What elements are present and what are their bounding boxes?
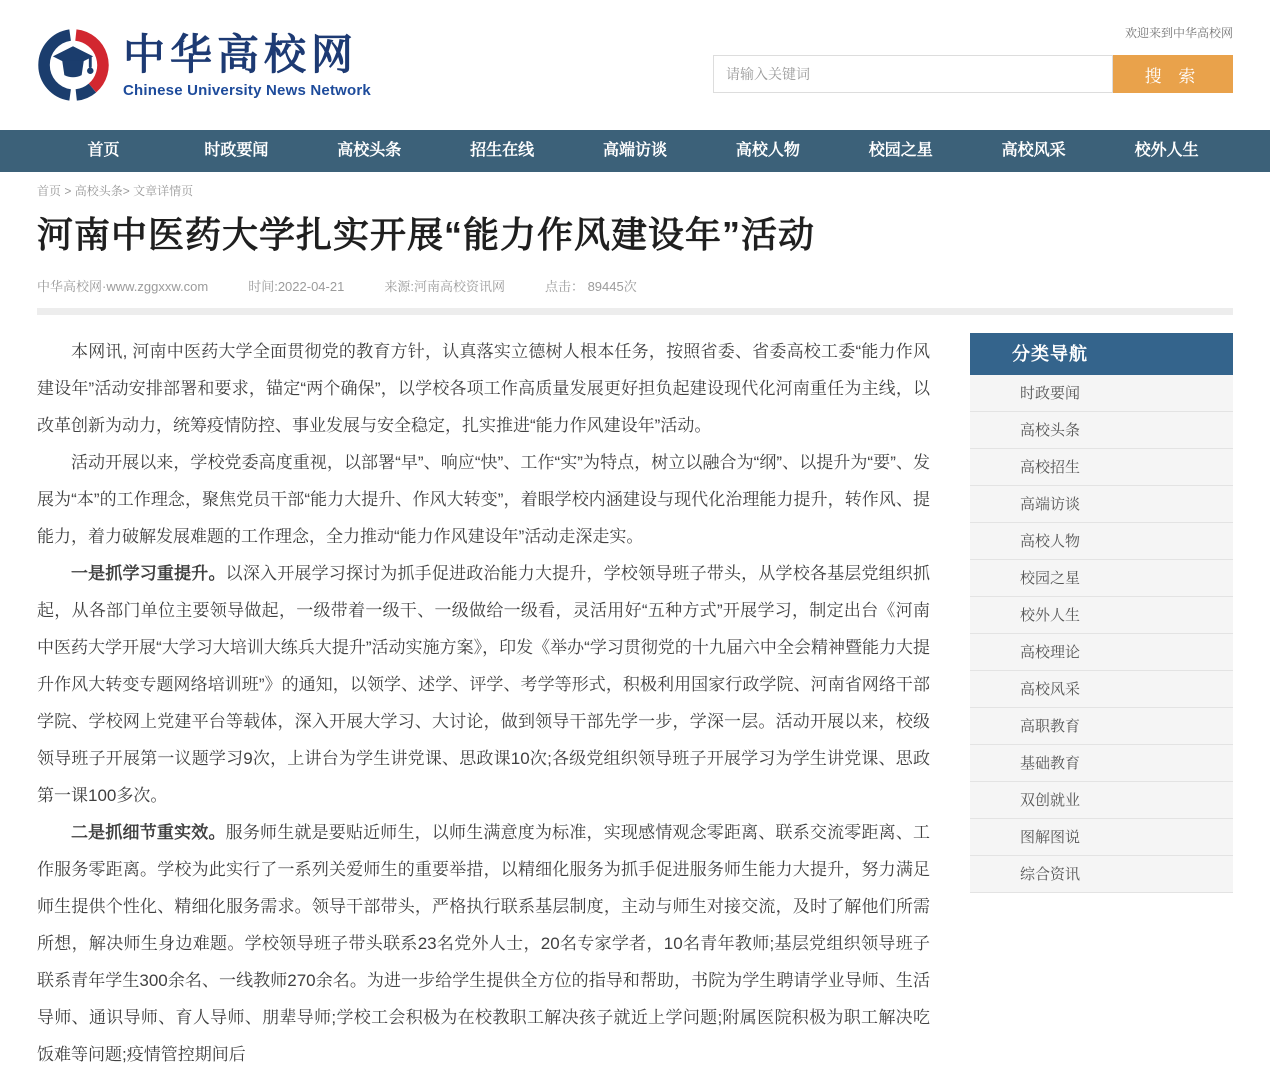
paragraph-text: 活动开展以来，学校党委高度重视，以部署“早”、响应“快”、工作“实”为特点，树立以融合为“纲”、以提升为“要”、发展为“本”的工作理念，聚焦党员干部“能力大提升、作风大转变”，着眼学校内涵建设与现代化治理能力提升，转作风、提能力，着力破解发展难题的工作理念，全力推动“能力作风建设年”活动走深走实。 <box>37 453 930 546</box>
nav-item-4[interactable]: 招生在线 <box>470 142 535 159</box>
sidebar-item-4[interactable]: 高端访谈 <box>970 486 1233 523</box>
meta-divider <box>37 308 1233 315</box>
breadcrumb <box>37 182 1233 198</box>
article-meta-item-2: 时间:2022-04-21 <box>248 279 345 294</box>
article-paragraph-3 <box>37 555 930 814</box>
paragraph-text: 本网讯, 河南中医药大学全面贯彻党的教育方针，认真落实立德树人根本任务，按照省委、省委高校工委“能力作风建设年”活动安排部署和要求，锚定“两个确保”，以学校各项工作高质量发展更好担负起建设现代化河南重任为主线，以改革创新为动力，统筹疫情防控、事业发展与安全稳定，扎实推进“能力作风建设年”活动。 <box>37 342 930 435</box>
sidebar-item-5[interactable]: 高校人物 <box>970 523 1233 560</box>
sidebar-item-6[interactable]: 校园之星 <box>970 560 1233 597</box>
sidebar-item-13[interactable]: 图解图说 <box>970 819 1233 856</box>
breadcrumb-separator: > <box>122 184 134 198</box>
search-input[interactable] <box>713 55 1113 93</box>
nav-item-5[interactable]: 高端访谈 <box>603 142 668 159</box>
nav-item-1[interactable]: 首页 <box>87 142 120 159</box>
graduation-cap-logo-icon <box>37 22 109 108</box>
nav-item-6[interactable]: 高校人物 <box>735 142 800 159</box>
article-paragraph-2 <box>37 444 930 555</box>
sidebar-title: 分类导航 <box>970 333 1233 375</box>
sidebar-item-9[interactable]: 高校风采 <box>970 671 1233 708</box>
nav-item-3[interactable]: 高校头条 <box>337 142 402 159</box>
article-title: 河南中医药大学扎实开展“能力作风建设年”活动 <box>37 214 816 255</box>
main-nav <box>0 130 1270 172</box>
paragraph-text: 以深入开展学习探讨为抓手促进政治能力大提升，学校领导班子带头，从学校各基层党组织抓起，从各部门单位主要领导做起，一级带着一级干、一级做给一级看，灵活用好“五种方式”开展学习，制定出台《河南中医药大学开展“大学习大培训大练兵大提升”活动实施方案》，印发《举办“学习贯彻党的十九届六中全会精神暨能力大提升作风大转变专题网络培训班”》的通知，以领学、述学、评学、考学等形式，积极利用国家行政学院、河南省网络干部学院、学校网上党建平台等载体，深入开展大学习、大讨论，做到领导干部先学一步，学深一层。活动开展以来，校级领导班子开展第一议题学习9次，上讲台为学生讲党课、思政课10次;各级党组织领导班子开展学习为学生讲党课、思政第一课100多次。 <box>37 564 931 805</box>
nav-item-7[interactable]: 校园之星 <box>868 142 933 159</box>
breadcrumb-item-1[interactable]: 首页 <box>37 184 62 198</box>
breadcrumb-item-2[interactable]: 高校头条 <box>74 184 123 198</box>
article-body <box>37 333 930 1073</box>
nav-item-2[interactable]: 时政要闻 <box>204 142 269 159</box>
sidebar-item-11[interactable]: 基础教育 <box>970 745 1233 782</box>
article-meta-item-4: 点击： 89445次 <box>544 279 637 294</box>
sidebar-item-14[interactable]: 综合资讯 <box>970 856 1233 893</box>
article-meta <box>37 276 1233 295</box>
category-sidebar <box>970 333 1233 893</box>
search-bar <box>713 55 1233 93</box>
paragraph-lead-bold: 二是抓细节重实效。 <box>71 823 226 842</box>
site-header <box>0 0 1270 130</box>
nav-item-9[interactable]: 校外人生 <box>1134 142 1199 159</box>
site-subtitle: Chinese University News Network <box>123 81 371 99</box>
sidebar-item-10[interactable]: 高职教育 <box>970 708 1233 745</box>
site-title: 中华高校网 <box>123 32 359 79</box>
sidebar-item-2[interactable]: 高校头条 <box>970 412 1233 449</box>
sidebar-item-1[interactable]: 时政要闻 <box>970 375 1233 412</box>
search-button[interactable]: 搜 索 <box>1113 55 1233 93</box>
nav-item-8[interactable]: 高校风采 <box>1001 142 1066 159</box>
breadcrumb-item-3[interactable]: 文章详情页 <box>133 184 194 198</box>
breadcrumb-separator: > <box>61 184 75 198</box>
paragraph-text: 服务师生就是要贴近师生，以师生满意度为标准，实现感情观念零距离、联系交流零距离、工作服务零距离。学校为此实行了一系列关爱师生的重要举措，以精细化服务为抓手促进服务师生能力大提升，努力满足师生提供个性化、精细化服务需求。领导干部带头，严格执行联系基层制度，主动与师生对接交流，及时了解他们所需所想，解决师生身边难题。学校领导班子带头联系23名党外人士，20名专家学者，10名青年教师;基层党组织领导班子联系青年学生300余名、一线教师270余名。为进一步给学生提供全方位的指导和帮助，书院为学生聘请学业导师、生活导师、通识导师、育人导师、朋辈导师;学校工会积极为在校教职工解决孩子就近上学问题;附属医院积极为职工解决吃饭难等问题;疫情管控期间后 <box>37 823 931 1064</box>
sidebar-item-7[interactable]: 校外人生 <box>970 597 1233 634</box>
paragraph-lead-bold: 一是抓学习重提升。 <box>71 564 226 583</box>
sidebar-list <box>970 375 1233 893</box>
sidebar-item-3[interactable]: 高校招生 <box>970 449 1233 486</box>
sidebar-item-8[interactable]: 高校理论 <box>970 634 1233 671</box>
sidebar-item-12[interactable]: 双创就业 <box>970 782 1233 819</box>
article-paragraph-1 <box>37 333 930 444</box>
article-meta-item-1: 中华高校网·www.zggxxw.com <box>37 279 209 294</box>
site-logo[interactable] <box>37 22 371 108</box>
article-meta-item-3: 来源:河南高校资讯网 <box>384 279 505 294</box>
welcome-text: 欢迎来到中华高校网 <box>1124 26 1233 40</box>
